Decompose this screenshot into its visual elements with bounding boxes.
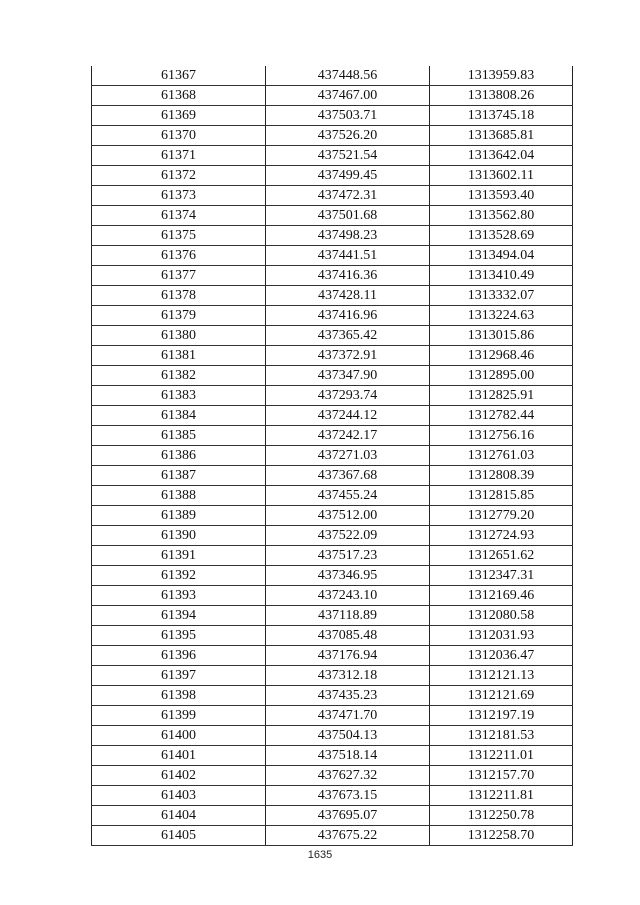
- table-row: [92, 426, 573, 446]
- table-row: [92, 786, 573, 806]
- table-body: [92, 66, 573, 846]
- table-row: [92, 66, 573, 86]
- table-row: [92, 346, 573, 366]
- table-row: [92, 306, 573, 326]
- table-row: [92, 166, 573, 186]
- y-coordinate-cell: 1313745.18: [430, 106, 573, 126]
- x-coordinate-cell: 437367.68: [266, 466, 430, 486]
- x-coordinate-cell: 437441.51: [266, 246, 430, 266]
- x-coordinate-cell: 437416.36: [266, 266, 430, 286]
- x-coordinate-cell: 437675.22: [266, 826, 430, 846]
- y-coordinate-cell: 1312815.85: [430, 486, 573, 506]
- y-coordinate-cell: 1313602.11: [430, 166, 573, 186]
- point-id-cell: 61368: [92, 86, 266, 106]
- table-row: [92, 286, 573, 306]
- point-id-cell: 61381: [92, 346, 266, 366]
- x-coordinate-cell: 437521.54: [266, 146, 430, 166]
- x-coordinate-cell: 437347.90: [266, 366, 430, 386]
- table-row: [92, 386, 573, 406]
- table-row: [92, 326, 573, 346]
- y-coordinate-cell: 1312250.78: [430, 806, 573, 826]
- point-id-cell: 61375: [92, 226, 266, 246]
- y-coordinate-cell: 1312169.46: [430, 586, 573, 606]
- point-id-cell: 61394: [92, 606, 266, 626]
- y-coordinate-cell: 1312258.70: [430, 826, 573, 846]
- x-coordinate-cell: 437504.13: [266, 726, 430, 746]
- point-id-cell: 61379: [92, 306, 266, 326]
- table-row: [92, 706, 573, 726]
- point-id-cell: 61382: [92, 366, 266, 386]
- point-id-cell: 61386: [92, 446, 266, 466]
- table-row: [92, 826, 573, 846]
- y-coordinate-cell: 1312181.53: [430, 726, 573, 746]
- y-coordinate-cell: 1312031.93: [430, 626, 573, 646]
- table-row: [92, 766, 573, 786]
- point-id-cell: 61402: [92, 766, 266, 786]
- x-coordinate-cell: 437467.00: [266, 86, 430, 106]
- point-id-cell: 61377: [92, 266, 266, 286]
- table-row: [92, 606, 573, 626]
- y-coordinate-cell: 1313015.86: [430, 326, 573, 346]
- y-coordinate-cell: 1312347.31: [430, 566, 573, 586]
- y-coordinate-cell: 1313959.83: [430, 66, 573, 86]
- table-row: [92, 566, 573, 586]
- table-row: [92, 666, 573, 686]
- point-id-cell: 61384: [92, 406, 266, 426]
- y-coordinate-cell: 1313224.63: [430, 306, 573, 326]
- y-coordinate-cell: 1312756.16: [430, 426, 573, 446]
- x-coordinate-cell: 437435.23: [266, 686, 430, 706]
- y-coordinate-cell: 1313528.69: [430, 226, 573, 246]
- table-row: [92, 546, 573, 566]
- x-coordinate-cell: 437448.56: [266, 66, 430, 86]
- point-id-cell: 61397: [92, 666, 266, 686]
- y-coordinate-cell: 1313332.07: [430, 286, 573, 306]
- x-coordinate-cell: 437471.70: [266, 706, 430, 726]
- y-coordinate-cell: 1312782.44: [430, 406, 573, 426]
- y-coordinate-cell: 1312808.39: [430, 466, 573, 486]
- x-coordinate-cell: 437271.03: [266, 446, 430, 466]
- y-coordinate-cell: 1312779.20: [430, 506, 573, 526]
- y-coordinate-cell: 1312036.47: [430, 646, 573, 666]
- point-id-cell: 61367: [92, 66, 266, 86]
- point-id-cell: 61403: [92, 786, 266, 806]
- x-coordinate-cell: 437176.94: [266, 646, 430, 666]
- y-coordinate-cell: 1313562.80: [430, 206, 573, 226]
- x-coordinate-cell: 437312.18: [266, 666, 430, 686]
- point-id-cell: 61401: [92, 746, 266, 766]
- table-row: [92, 406, 573, 426]
- y-coordinate-cell: 1312197.19: [430, 706, 573, 726]
- table-row: [92, 446, 573, 466]
- table-row: [92, 146, 573, 166]
- table-row: [92, 746, 573, 766]
- y-coordinate-cell: 1312724.93: [430, 526, 573, 546]
- table-row: [92, 486, 573, 506]
- point-id-cell: 61389: [92, 506, 266, 526]
- x-coordinate-cell: 437085.48: [266, 626, 430, 646]
- table-row: [92, 126, 573, 146]
- table-row: [92, 106, 573, 126]
- point-id-cell: 61374: [92, 206, 266, 226]
- y-coordinate-cell: 1312211.01: [430, 746, 573, 766]
- table-row: [92, 206, 573, 226]
- table-row: [92, 646, 573, 666]
- table-row: [92, 686, 573, 706]
- point-id-cell: 61392: [92, 566, 266, 586]
- x-coordinate-cell: 437365.42: [266, 326, 430, 346]
- table-row: [92, 186, 573, 206]
- point-id-cell: 61376: [92, 246, 266, 266]
- x-coordinate-cell: 437503.71: [266, 106, 430, 126]
- y-coordinate-cell: 1313642.04: [430, 146, 573, 166]
- y-coordinate-cell: 1313494.04: [430, 246, 573, 266]
- y-coordinate-cell: 1313593.40: [430, 186, 573, 206]
- x-coordinate-cell: 437627.32: [266, 766, 430, 786]
- y-coordinate-cell: 1312761.03: [430, 446, 573, 466]
- x-coordinate-cell: 437455.24: [266, 486, 430, 506]
- point-id-cell: 61370: [92, 126, 266, 146]
- x-coordinate-cell: 437522.09: [266, 526, 430, 546]
- table-row: [92, 246, 573, 266]
- table-row: [92, 586, 573, 606]
- table-row: [92, 226, 573, 246]
- table-row: [92, 806, 573, 826]
- x-coordinate-cell: 437416.96: [266, 306, 430, 326]
- point-id-cell: 61378: [92, 286, 266, 306]
- y-coordinate-cell: 1312651.62: [430, 546, 573, 566]
- x-coordinate-cell: 437499.45: [266, 166, 430, 186]
- x-coordinate-cell: 437673.15: [266, 786, 430, 806]
- y-coordinate-cell: 1312968.46: [430, 346, 573, 366]
- table-row: [92, 366, 573, 386]
- point-id-cell: 61399: [92, 706, 266, 726]
- coordinate-table: [91, 66, 573, 846]
- y-coordinate-cell: 1313410.49: [430, 266, 573, 286]
- table-row: [92, 466, 573, 486]
- x-coordinate-cell: 437118.89: [266, 606, 430, 626]
- x-coordinate-cell: 437242.17: [266, 426, 430, 446]
- point-id-cell: 61388: [92, 486, 266, 506]
- point-id-cell: 61380: [92, 326, 266, 346]
- x-coordinate-cell: 437512.00: [266, 506, 430, 526]
- x-coordinate-cell: 437243.10: [266, 586, 430, 606]
- point-id-cell: 61387: [92, 466, 266, 486]
- table-row: [92, 86, 573, 106]
- point-id-cell: 61398: [92, 686, 266, 706]
- x-coordinate-cell: 437472.31: [266, 186, 430, 206]
- y-coordinate-cell: 1313685.81: [430, 126, 573, 146]
- point-id-cell: 61369: [92, 106, 266, 126]
- x-coordinate-cell: 437526.20: [266, 126, 430, 146]
- table-row: [92, 526, 573, 546]
- point-id-cell: 61390: [92, 526, 266, 546]
- point-id-cell: 61404: [92, 806, 266, 826]
- x-coordinate-cell: 437518.14: [266, 746, 430, 766]
- table-row: [92, 726, 573, 746]
- point-id-cell: 61371: [92, 146, 266, 166]
- x-coordinate-cell: 437293.74: [266, 386, 430, 406]
- table-row: [92, 506, 573, 526]
- y-coordinate-cell: 1313808.26: [430, 86, 573, 106]
- x-coordinate-cell: 437372.91: [266, 346, 430, 366]
- x-coordinate-cell: 437501.68: [266, 206, 430, 226]
- table-row: [92, 266, 573, 286]
- x-coordinate-cell: 437346.95: [266, 566, 430, 586]
- point-id-cell: 61405: [92, 826, 266, 846]
- y-coordinate-cell: 1312895.00: [430, 366, 573, 386]
- point-id-cell: 61396: [92, 646, 266, 666]
- point-id-cell: 61400: [92, 726, 266, 746]
- y-coordinate-cell: 1312157.70: [430, 766, 573, 786]
- y-coordinate-cell: 1312121.13: [430, 666, 573, 686]
- y-coordinate-cell: 1312121.69: [430, 686, 573, 706]
- point-id-cell: 61393: [92, 586, 266, 606]
- point-id-cell: 61373: [92, 186, 266, 206]
- x-coordinate-cell: 437517.23: [266, 546, 430, 566]
- x-coordinate-cell: 437498.23: [266, 226, 430, 246]
- x-coordinate-cell: 437695.07: [266, 806, 430, 826]
- point-id-cell: 61385: [92, 426, 266, 446]
- table-row: [92, 626, 573, 646]
- point-id-cell: 61391: [92, 546, 266, 566]
- page-number: 1635: [307, 849, 333, 861]
- point-id-cell: 61372: [92, 166, 266, 186]
- y-coordinate-cell: 1312211.81: [430, 786, 573, 806]
- x-coordinate-cell: 437244.12: [266, 406, 430, 426]
- y-coordinate-cell: 1312825.91: [430, 386, 573, 406]
- y-coordinate-cell: 1312080.58: [430, 606, 573, 626]
- x-coordinate-cell: 437428.11: [266, 286, 430, 306]
- point-id-cell: 61383: [92, 386, 266, 406]
- point-id-cell: 61395: [92, 626, 266, 646]
